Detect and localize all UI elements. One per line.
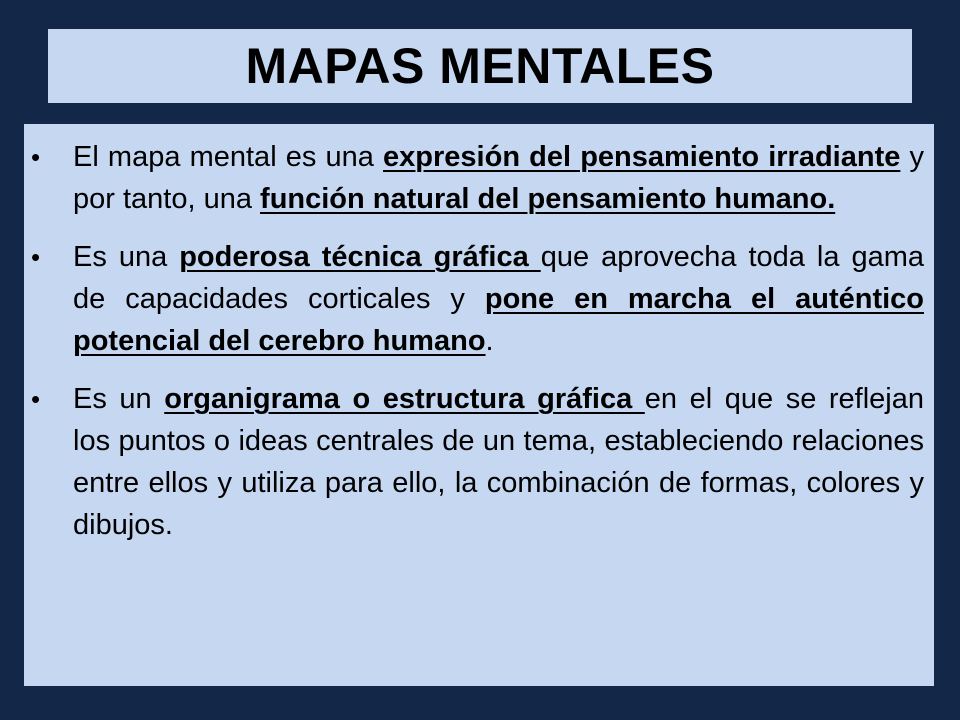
bullet-item [24, 136, 934, 220]
slide-title: MAPAS MENTALES [245, 38, 715, 94]
title-banner [48, 29, 912, 103]
bullet-item [24, 236, 934, 362]
bullet-list [24, 136, 934, 562]
bullet-item [24, 378, 934, 546]
bullet-segment: . [485, 325, 494, 357]
emphasized-phrase: expresión del pensamiento irradiante [383, 141, 901, 173]
emphasized-phrase: función natural del pensamiento humano. [260, 183, 836, 215]
bullet-segment: El mapa mental es una [73, 141, 384, 173]
bullet-segment: Es un [73, 383, 165, 415]
emphasized-phrase: organigrama o estructura gráfica [164, 383, 645, 415]
bullet-dot-icon: • [31, 384, 41, 414]
bullet-segment: y por tanto, una [73, 141, 925, 215]
emphasized-phrase: pone en marcha el auténtico potencial del cerebro humano [73, 283, 924, 357]
bullet-dot-icon: • [31, 142, 41, 172]
bullet-segment: que aprovecha toda la gama de capacidades corticales y [73, 241, 924, 315]
bullet-dot-icon: • [31, 242, 41, 272]
content-panel [24, 124, 934, 686]
bullet-segment: Es una [73, 241, 180, 273]
emphasized-phrase: poderosa técnica gráfica [179, 241, 541, 273]
bullet-segment: en el que se reflejan los puntos o ideas centrales de un tema, estableciendo relaciones entre ellos y utiliza para ello, la combinación de formas, colores y dibujos. [73, 383, 925, 541]
